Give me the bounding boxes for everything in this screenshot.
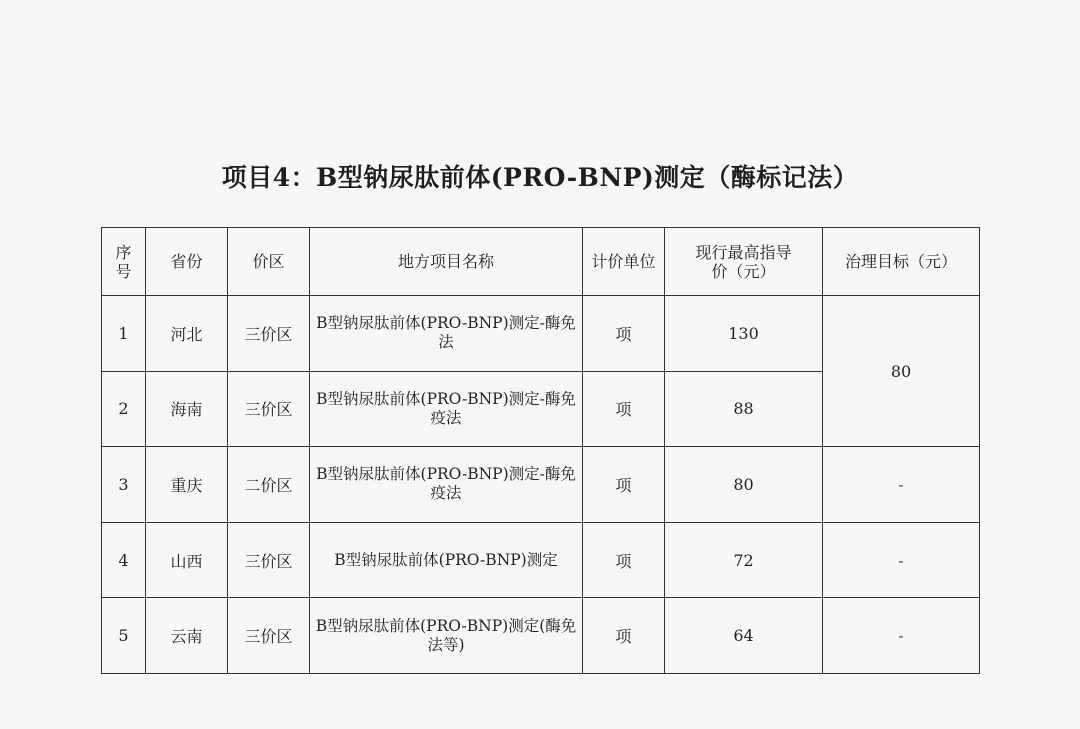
page-title: 项目4：B型钠尿肽前体(PRO-BNP)测定（酶标记法）	[221, 163, 859, 192]
cell-province: 海南	[146, 371, 228, 447]
cell-unit: 项	[583, 598, 665, 674]
cell-price: 64	[665, 598, 823, 674]
cell-item-name: B型钠尿肽前体(PRO-BNP)测定-酶免疫法	[310, 371, 583, 447]
cell-target: -	[823, 598, 980, 674]
table-row	[102, 296, 980, 372]
cell-item-name: B型钠尿肽前体(PRO-BNP)测定-酶免法	[310, 296, 583, 372]
table-header-row	[102, 228, 980, 296]
cell-seq: 2	[102, 371, 146, 447]
cell-price: 130	[665, 296, 823, 372]
header-province: 省份	[146, 228, 228, 296]
header-price: 现行最高指导价（元）	[665, 228, 823, 296]
header-unit: 计价单位	[583, 228, 665, 296]
table-row	[102, 522, 980, 598]
header-item-name: 地方项目名称	[310, 228, 583, 296]
table-row	[102, 598, 980, 674]
cell-item-name: B型钠尿肽前体(PRO-BNP)测定-酶免疫法	[310, 447, 583, 523]
cell-province: 云南	[146, 598, 228, 674]
cell-price: 80	[665, 447, 823, 523]
cell-province: 河北	[146, 296, 228, 372]
cell-target: -	[823, 522, 980, 598]
cell-item-name: B型钠尿肽前体(PRO-BNP)测定(酶免法等)	[310, 598, 583, 674]
cell-seq: 4	[102, 522, 146, 598]
cell-price: 88	[665, 371, 823, 447]
table-row	[102, 447, 980, 523]
cell-target-merged: 80	[823, 296, 980, 447]
cell-target: -	[823, 447, 980, 523]
cell-seq: 1	[102, 296, 146, 372]
cell-item-name: B型钠尿肽前体(PRO-BNP)测定	[310, 522, 583, 598]
cell-zone: 三价区	[228, 598, 310, 674]
cell-zone: 三价区	[228, 522, 310, 598]
cell-province: 山西	[146, 522, 228, 598]
cell-zone: 二价区	[228, 447, 310, 523]
cell-unit: 项	[583, 522, 665, 598]
cell-unit: 项	[583, 371, 665, 447]
cell-unit: 项	[583, 296, 665, 372]
cell-unit: 项	[583, 447, 665, 523]
cell-price: 72	[665, 522, 823, 598]
header-target: 治理目标（元）	[823, 228, 980, 296]
header-seq: 序号	[102, 228, 146, 296]
cell-province: 重庆	[146, 447, 228, 523]
price-table	[101, 227, 980, 674]
header-zone: 价区	[228, 228, 310, 296]
cell-zone: 三价区	[228, 371, 310, 447]
cell-seq: 5	[102, 598, 146, 674]
cell-zone: 三价区	[228, 296, 310, 372]
cell-seq: 3	[102, 447, 146, 523]
